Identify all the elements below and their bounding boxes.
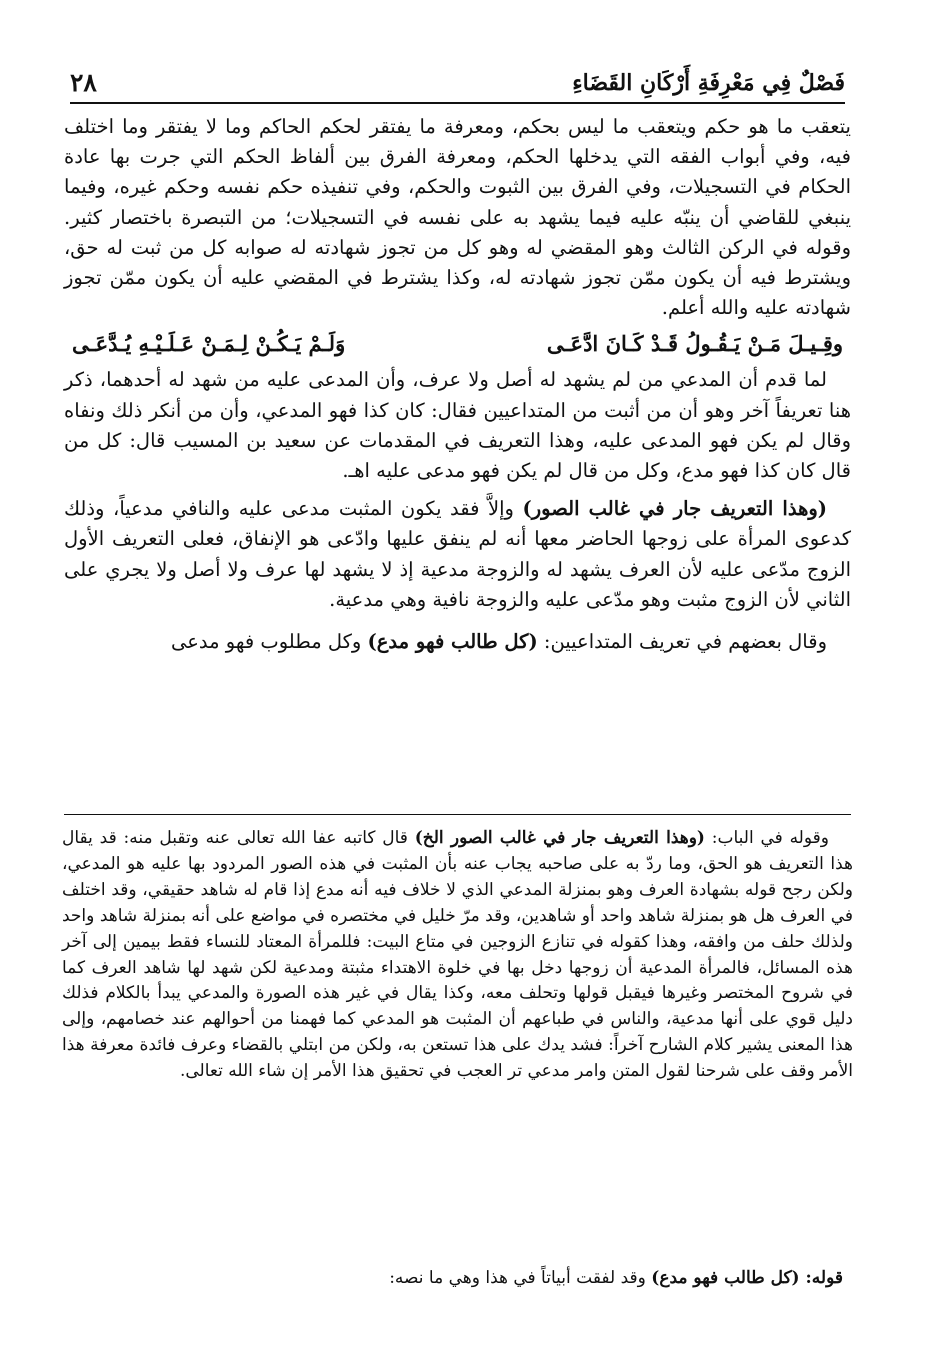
paragraph-4-start: وقال بعضهم في تعريف المتداعيين: — [537, 630, 827, 654]
paragraph-3 — [64, 494, 851, 615]
paragraph-1: يتعقب ما هو حكم ويتعقب ما ليس بحكم، ومعرفة ما يفتقر لحكم الحاكم وما لا يفتقر وما اختلف فيه، وفي أبواب الفقه التي يدخلها الحكم، ومعرفة الفرق بين ألفاظ الحكم التي جرت بها عادة الحكام في التسجيلات، وفي الفرق بين الثبوت والحكم، وفي تنفيذه حكم نفسه وحكم غيره، وفيما ينبغي للقاضي أن ينبّه عليه فيما يشهد به على نفسه في التسجيلات؛ من التبصرة باختصار كثير. وقوله في الركن الثالث وهو المقضي له وهو كل من تجوز شهادته له صوابه كل من ثبت له حق، ويشترط فيه أن يكون ممّن تجوز شهادته له، وكذا يشترط في المقضي عليه أن يكون ممّن تجوز شهادته عليه والله أعلم. — [64, 115, 851, 320]
footnote-divider — [64, 814, 851, 815]
quoted-phrase: (كل طالب فهو مدع) — [367, 630, 538, 654]
page-number: ٢٨ — [70, 68, 97, 97]
footnote-closing-text: وقد لفقت أبياتاً في هذا وهي ما نصه: — [389, 1268, 652, 1288]
main-text — [64, 112, 851, 657]
footnote-body: قال كاتبه عفا الله تعالى عنه وتقبل منه: قد يقال هذا التعريف هو الحق، وما ردّ به على صاحبه يجاب عنه بأن المثبت في هذه الصور المردود بها عليه هو المدعي، ولكن رجح قوله بشهادة العرف وهو بمنزلة المدعي الذي لا خلاف فيه أنه مدع إذا قام له شاهد حقيقي، وقد اختلف في العرف هل هو بمنزلة شاهد واحد أو شاهدين، وقد مرّ خليل في مختصره في مواضع على أنه بمنزلة شاهد واحد ولذلك حلف من وافقه، وهذا كقوله في تنازع الزوجين في متاع البيت: فللمرأة المعتاد للنساء فقط بيمين إلى آخر هذه المسائل، فالمرأة المدعية أن زوجها دخل بها في خلوة الاهتداء مثبتة ومدعية لكن شهد لها شاهد العرف كما في شروح المختصر وغيرها فيقبل قولها وتحلف معه، وكذا يقال في غير هذه الصورة والمدعي يبدأ بالكلام فذلك دليل قوي على أنها مدعية، والناس في طباعهم أن المثبت هو المدعي كما فهمنا من أحوالهم عند خصامهم، وإلى هذا المعنى يشير كلام الشارح آخراً: فشد يدك على هذا تستعن به، ولكن من ابتلي بالقضاء وعرف فائدة معرفة هذا الأمر وقف على شرحنا لقول المتن وامر مدعي تر العجب في تحقيق هذا الأمر إن شاء الله تعالى. — [62, 828, 853, 1082]
footnote-text — [62, 826, 853, 1085]
quoted-phrase: (كل طالب فهو مدع) — [651, 1268, 806, 1288]
footnote-lead: قوله: — [805, 1268, 843, 1288]
paragraph-3-text: وإلاَّ فقد يكون المثبت مدعى عليه والنافي مدعياً، وذلك كدعوى المرأة على زوجها الحاضر معها أنه لم ينفق عليها وادّعى هو الإنفاق، فعلى التعريف الأول الزوج مدّعى عليه لأن العرف يشهد له والزوجة مدعية إذ لا يشهد لها عرف ولا أصل ولا يجري على الثاني لأن الزوج مثبت وهو مدّعى عليه والزوجة نافية وهي مدعية. — [64, 497, 851, 611]
paragraph-4 — [64, 627, 851, 657]
quoted-phrase: (وهذا التعريف جار في غالب الصور) — [522, 497, 827, 521]
quoted-phrase: (وهذا التعريف جار في غالب الصور الخ) — [414, 828, 705, 848]
footnote-closing-line — [180, 1265, 843, 1291]
paragraph-2: لما قدم أن المدعي من لم يشهد له أصل ولا عرف، وأن المدعى عليه من شهد له أحدهما، ذكر هنا تعريفاً آخر وهو أن من أثبت من المتداعيين فقال: كان كذا فهو المدعي، وأن من أنكر ذلك ونفاه وقال لم يكن فهو المدعى عليه، وهذا التعريف في المقدمات عن سعيد بن المسيب قال: كل من قال كان كذا فهو مدع، وكل من قال لم يكن فهو مدعى عليه اهـ. — [64, 368, 851, 483]
page-header — [70, 58, 845, 104]
verse-first-hemistich: وقِـيـلَ مَـنْ يَـقُـولُ قَـدْ كَـانَ ادَّعَـى — [546, 331, 843, 357]
footnote-start: وقوله في الباب: — [704, 828, 829, 848]
verse-second-hemistich: وَلَـمْ يَـكُـنْ لِـمَـنْ عَـلَـيْـهِ يُـدَّعَـى — [72, 331, 346, 357]
verse-line — [72, 327, 843, 361]
running-title: فَصْلٌ فِي مَعْرِفَةِ أَرْكَانِ القَضَاءِ — [572, 70, 845, 96]
footnote-paragraph — [62, 826, 853, 1085]
paragraph-4-end: وكل مطلوب فهو مدعى — [171, 630, 368, 654]
